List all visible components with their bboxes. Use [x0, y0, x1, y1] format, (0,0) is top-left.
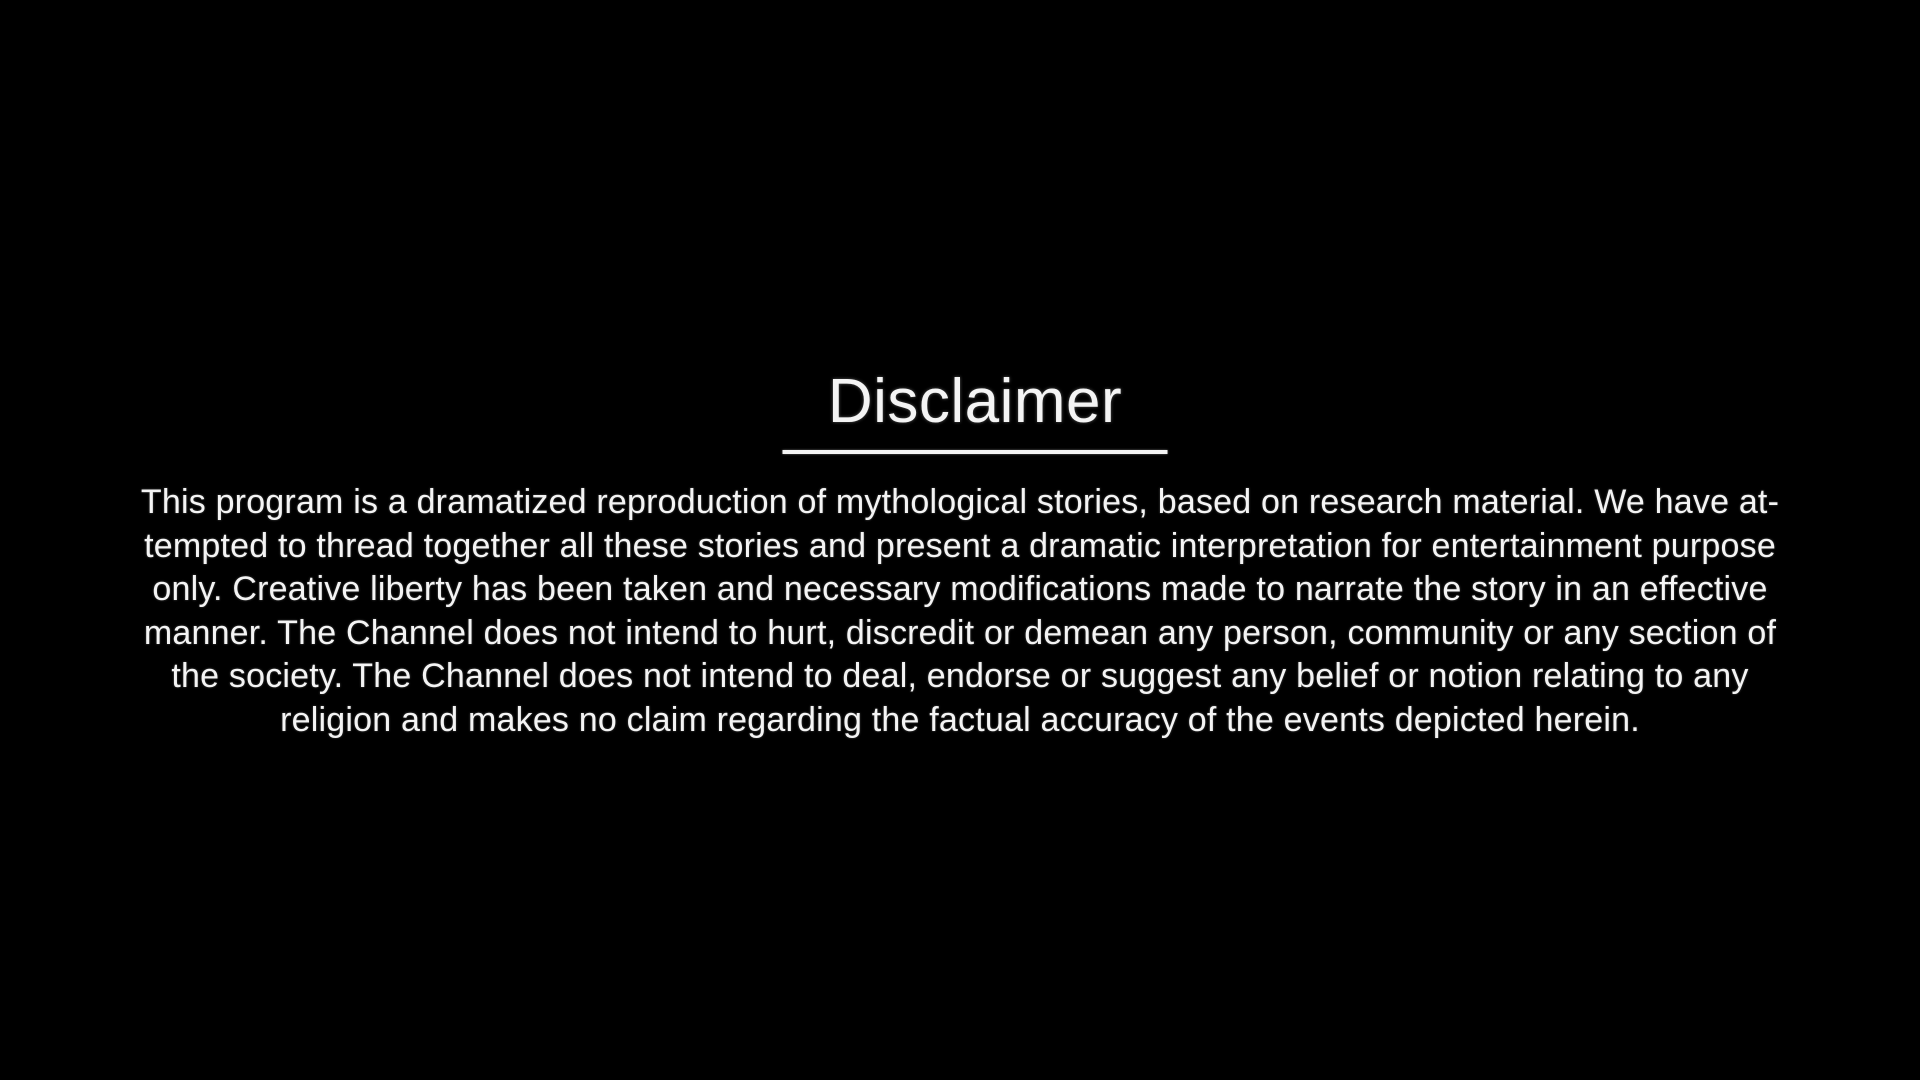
disclaimer-line-1: This program is a dramatized reproduction of mythological stories, based on research material. We have at-	[140, 483, 1780, 521]
disclaimer-title: Disclaimer	[827, 367, 1123, 436]
title-underline-divider	[783, 450, 1168, 454]
disclaimer-line-3: only. Creative liberty has been taken and necessary modifications made to narrate the story in an effective	[152, 570, 1768, 608]
disclaimer-line-4: manner. The Channel does not intend to hurt, discredit or demean any person, community or any section of	[143, 613, 1777, 652]
disclaimer-line-2: tempted to thread together all these stories and present a dramatic interpretation for entertainment purpose	[144, 526, 1776, 565]
disclaimer-line-6: religion and makes no claim regarding the factual accuracy of the events depicted herein.	[280, 700, 1640, 739]
disclaimer-line-5: the society. The Channel does not intend to deal, endorse or suggest any belief or notion relating to any	[171, 657, 1749, 695]
title-block	[783, 368, 1168, 454]
disclaimer-text-block	[65, 481, 1855, 742]
